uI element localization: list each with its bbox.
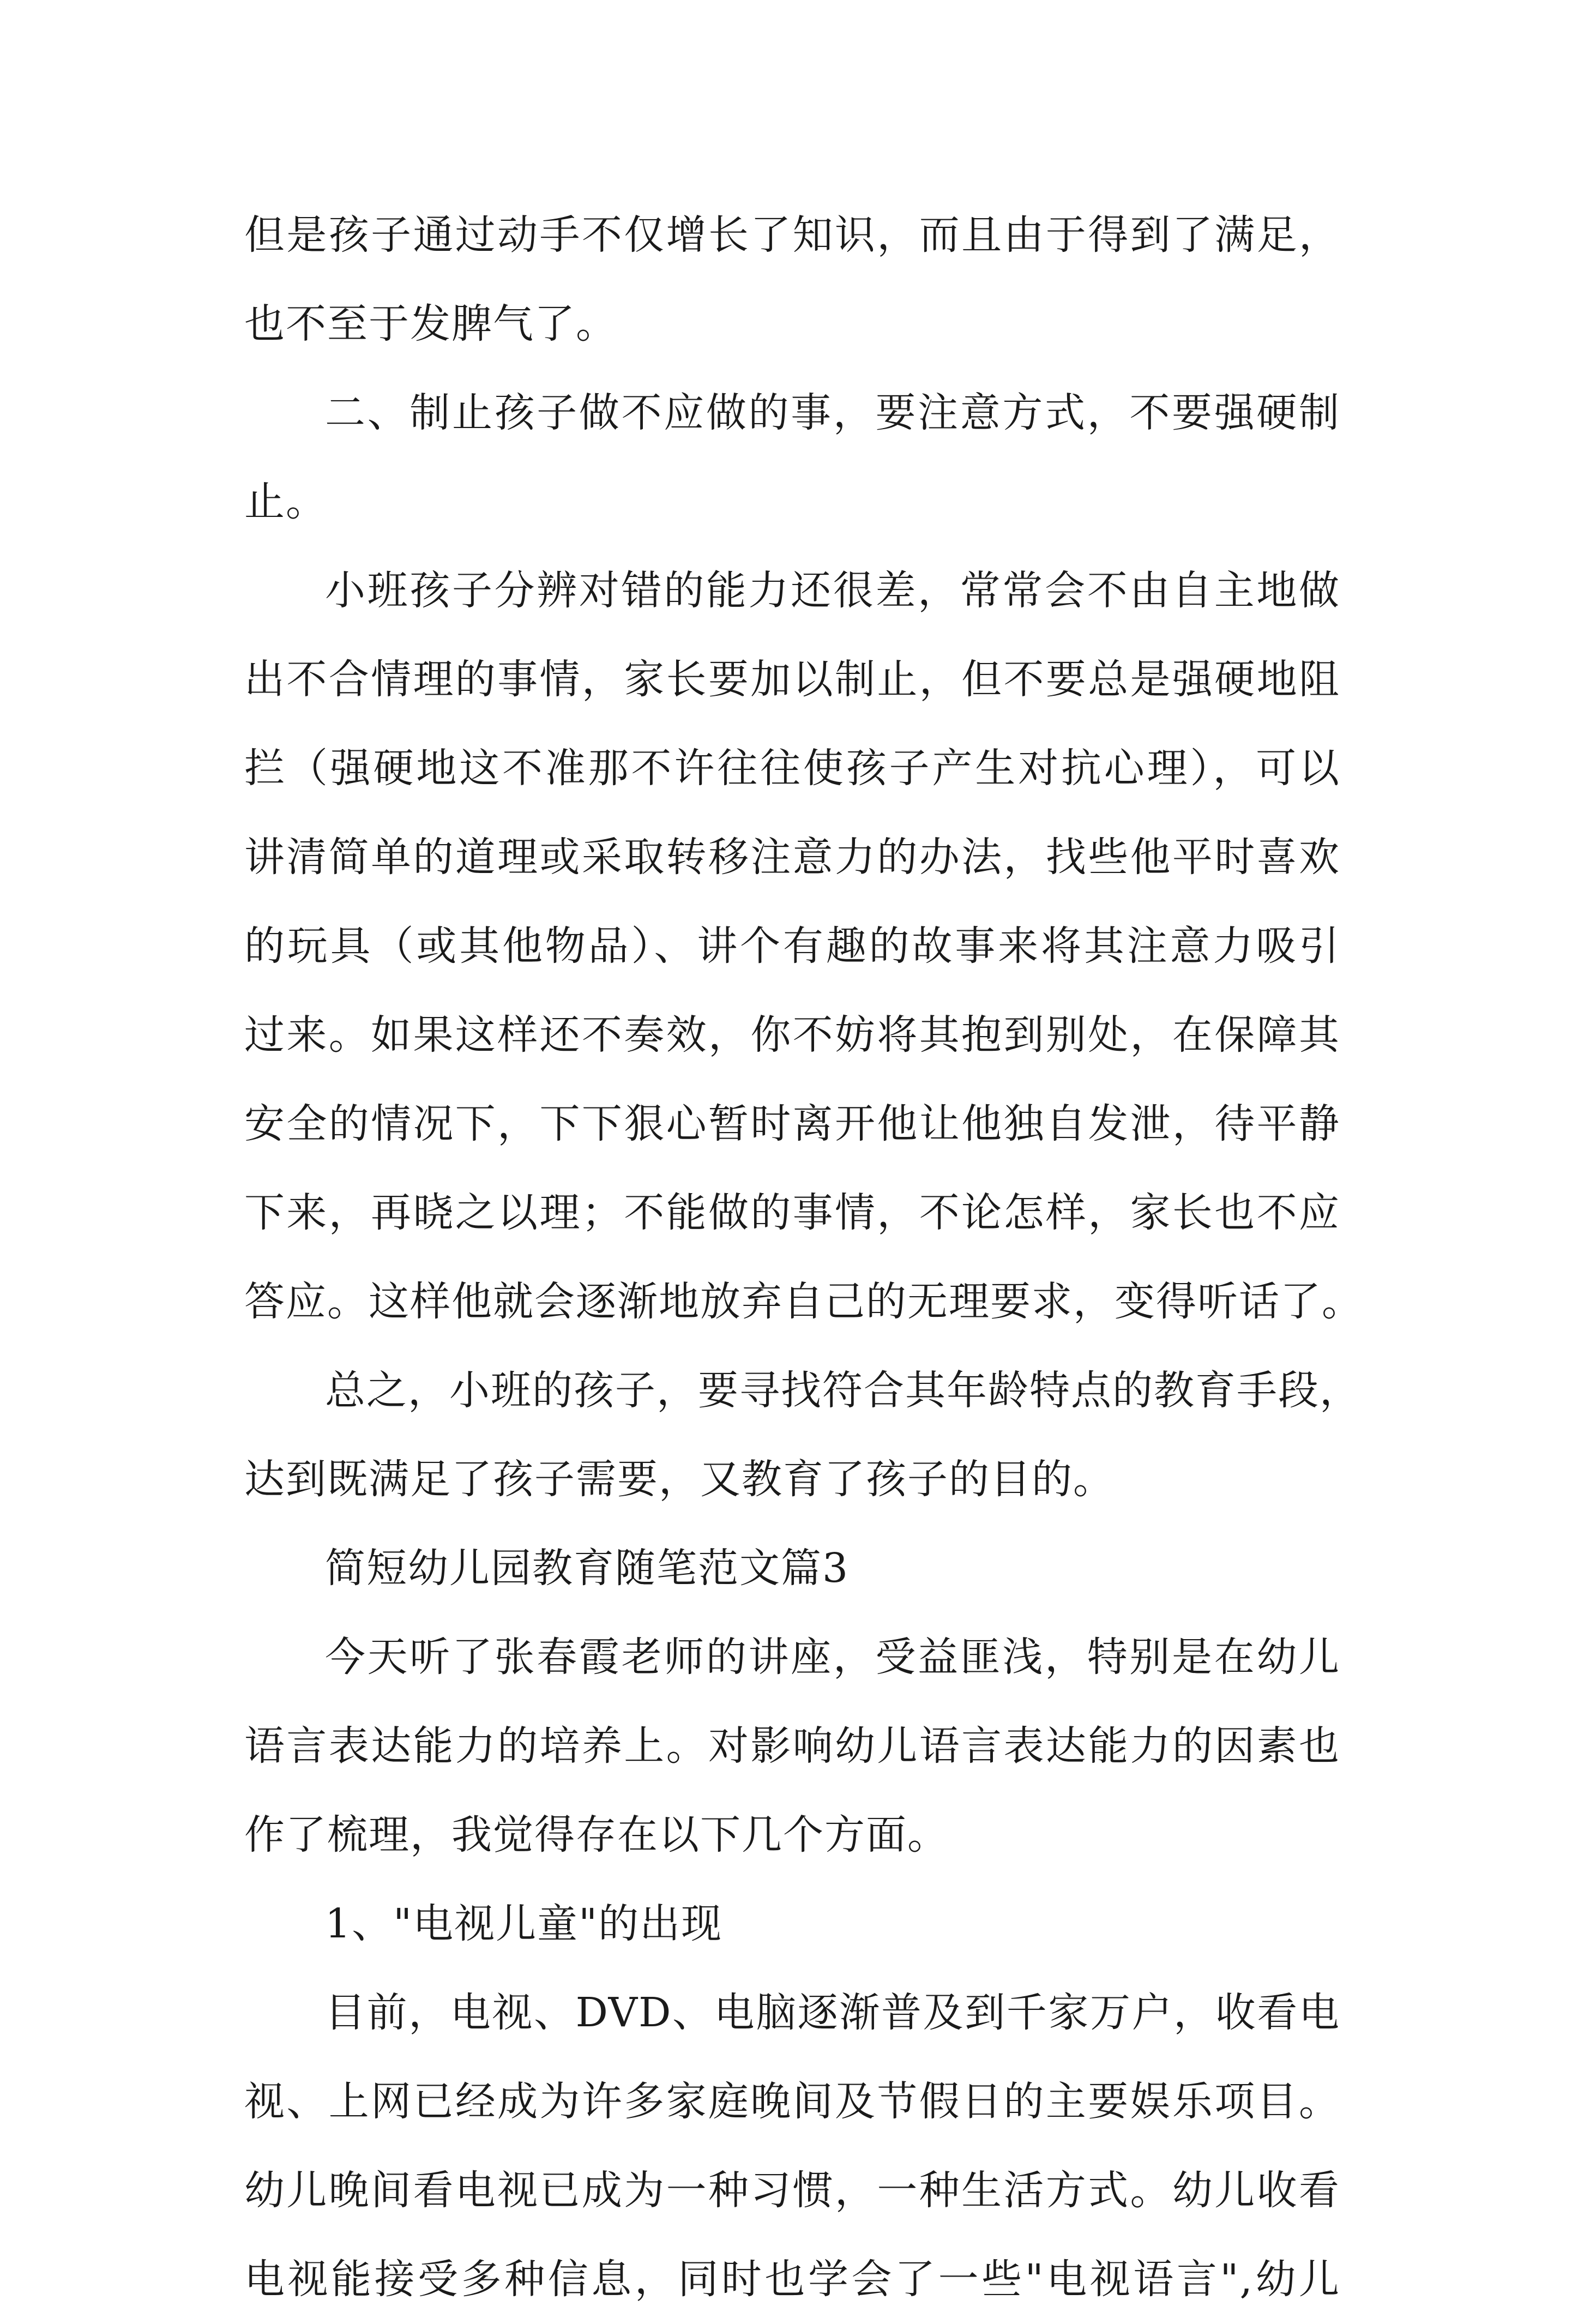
text-line: 下来，再晓之以理；不能做的事情，不论怎样，家长也不应 bbox=[244, 1189, 1340, 1236]
text-line: 但是孩子通过动手不仅增长了知识，而且由于得到了满足， bbox=[244, 212, 1340, 258]
text-line: 也不至于发脾气了。 bbox=[244, 300, 617, 347]
section-heading: 1、"电视儿童"的出现 bbox=[325, 1900, 723, 1947]
text-line: 过来。如果这样还不奏效，你不妨将其抱到别处，在保障其 bbox=[244, 1012, 1340, 1058]
paragraph-start: 总之，小班的孩子，要寻找符合其年龄特点的教育手段， bbox=[325, 1367, 1361, 1414]
article-title: 简短幼儿园教育随笔范文篇3 bbox=[325, 1545, 850, 1592]
paragraph-start: 小班孩子分辨对错的能力还很差，常常会不由自主地做 bbox=[325, 567, 1340, 614]
text-line: 止。 bbox=[244, 478, 327, 525]
paragraph-start: 目前，电视、DVD、电脑逐渐普及到千家万户，收看电 bbox=[325, 1989, 1340, 2036]
text-line: 出不合情理的事情，家长要加以制止，但不要总是强硬地阻 bbox=[244, 656, 1340, 703]
text-line: 讲清简单的道理或采取转移注意力的办法，找些他平时喜欢 bbox=[244, 834, 1340, 881]
text-line: 安全的情况下，下下狠心暂时离开他让他独自发泄，待平静 bbox=[244, 1100, 1340, 1147]
text-line: 电视能接受多种信息，同时也学会了一些"电视语言",幼儿 bbox=[244, 2256, 1340, 2303]
paragraph-start: 今天听了张春霞老师的讲座，受益匪浅，特别是在幼儿 bbox=[325, 1634, 1340, 1681]
text-line: 达到既满足了孩子需要，又教育了孩子的目的。 bbox=[244, 1456, 1115, 1503]
text-line: 拦（强硬地这不准那不许往往使孩子产生对抗心理），可以 bbox=[244, 745, 1340, 792]
text-line: 语言表达能力的培养上。对影响幼儿语言表达能力的因素也 bbox=[244, 1723, 1340, 1769]
text-line: 答应。这样他就会逐渐地放弃自己的无理要求，变得听话了。 bbox=[244, 1278, 1363, 1325]
text-line: 作了梳理，我觉得存在以下几个方面。 bbox=[244, 1811, 949, 1858]
text-line: 视、上网已经成为许多家庭晚间及节假日的主要娱乐项目。 bbox=[244, 2078, 1340, 2125]
body-text bbox=[244, 191, 1363, 2324]
text-line: 的玩具（或其他物品）、讲个有趣的故事来将其注意力吸引 bbox=[244, 923, 1340, 970]
text-line: 幼儿晚间看电视已成为一种习惯，一种生活方式。幼儿收看 bbox=[244, 2167, 1340, 2214]
section-heading: 二、制止孩子做不应做的事，要注意方式，不要强硬制 bbox=[325, 389, 1340, 436]
